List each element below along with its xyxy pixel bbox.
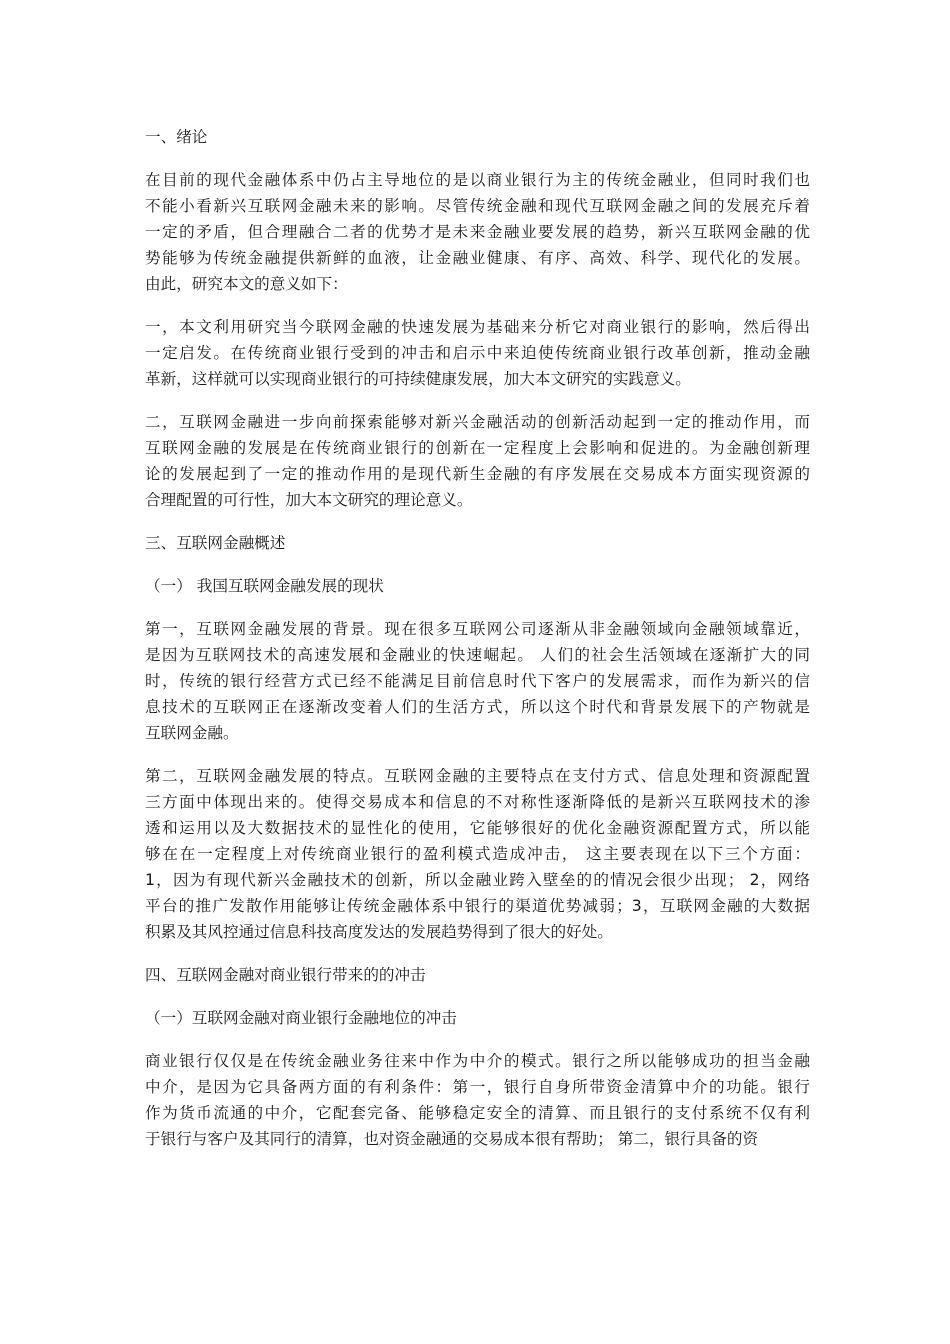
- text-line: 互联网金融。: [145, 724, 239, 742]
- section-heading: [145, 1005, 810, 1031]
- text-line: 第一，互联网金融发展的背景。现在很多互联网公司逐渐从非金融领域向金融领域靠近，: [145, 620, 810, 638]
- text-line: 三方面中体现出来的。使得交易成本和信息的不对称性逐渐降低的是新兴互联网技术的渗: [145, 793, 810, 811]
- section-heading: [145, 124, 810, 150]
- section-heading: [145, 573, 810, 599]
- text-line: 革新，这样就可以实现商业银行的可持续健康发展，加大本文研究的实践意义。: [145, 370, 691, 388]
- text-line: 不能小看新兴互联网金融未来的影响。尽管传统金融和现代互联网金融之间的发展充斥着: [145, 197, 810, 215]
- document-body: [145, 124, 810, 1169]
- text-line: 互联网金融的发展是在传统商业银行的创新在一定程度上会影响和促进的。为金融创新理: [145, 439, 810, 457]
- text-line: （一）互联网金融对商业银行金融地位的冲击: [145, 1009, 457, 1027]
- text-line: 一，本文利用研究当今联网金融的快速发展为基础来分析它对商业银行的影响，然后得出: [145, 318, 810, 336]
- body-paragraph: [145, 314, 810, 392]
- text-line: 商业银行仅仅是在传统金融业务往来中作为中介的模式。银行之所以能够成功的担当金融: [145, 1052, 810, 1070]
- text-line: 一定启发。在传统商业银行受到的冲击和启示中来迫使传统商业银行改革创新，推动金融: [145, 344, 810, 362]
- body-paragraph: [145, 1048, 810, 1152]
- text-line: （一） 我国互联网金融发展的现状: [145, 577, 384, 595]
- body-paragraph: [145, 167, 810, 297]
- text-line: 第二，互联网金融发展的特点。互联网金融的主要特点在支付方式、信息处理和资源配置: [145, 767, 810, 785]
- text-line: 论的发展起到了一定的推动作用的是现代新生金融的有序发展在交易成本方面实现资源的: [145, 465, 810, 483]
- text-line: 四、互联网金融对商业银行带来的的冲击: [145, 966, 426, 984]
- section-heading: [145, 962, 810, 988]
- text-line: 二，互联网金融进一步向前探索能够对新兴金融活动的创新活动起到一定的推动作用，而: [145, 413, 810, 431]
- text-line: 1，因为有现代新兴金融技术的创新，所以金融业跨入壁垒的的情况会很少出现； 2，网络: [145, 871, 810, 889]
- body-paragraph: [145, 616, 810, 746]
- text-line: 在目前的现代金融体系中仍占主导地位的是以商业银行为主的传统金融业，但同时我们也: [145, 171, 810, 189]
- text-line: 势能够为传统金融提供新鲜的血液，让金融业健康、有序、高效、科学、现代化的发展。: [145, 249, 810, 267]
- text-line: 一定的矛盾，但合理融合二者的优势才是未来金融业要发展的趋势，新兴互联网金融的优: [145, 223, 810, 241]
- text-line: 于银行与客户及其同行的清算，也对资金融通的交易成本很有帮助； 第二，银行具备的资: [145, 1130, 759, 1148]
- text-line: 中介，是因为它具备两方面的有利条件：第一，银行自身所带资金清算中介的功能。银行: [145, 1078, 810, 1096]
- text-line: 积累及其风控通过信息科技高度发达的发展趋势得到了很大的好处。: [145, 923, 613, 941]
- text-line: 作为货币流通的中介，它配套完备、能够稳定安全的清算、而且银行的支付系统不仅有利: [145, 1104, 810, 1122]
- body-paragraph: [145, 763, 810, 945]
- section-heading: [145, 530, 810, 556]
- text-line: 合理配置的可行性，加大本文研究的理论意义。: [145, 491, 473, 509]
- text-line: 由此，研究本文的意义如下：: [145, 275, 348, 293]
- text-line: 一、绪论: [145, 128, 208, 146]
- text-line: 够在在一定程度上对传统商业银行的盈利模式造成冲击， 这主要表现在以下三个方面：: [145, 845, 810, 863]
- text-line: 是因为互联网技术的高速发展和金融业的快速崛起。 人们的社会生活领域在逐渐扩大的同: [145, 646, 810, 664]
- text-line: 平台的推广发散作用能够让传统金融体系中银行的渠道优势减弱；3，互联网金融的大数据: [145, 897, 810, 915]
- body-paragraph: [145, 409, 810, 513]
- text-line: 时，传统的银行经营方式已经不能满足目前信息时代下客户的发展需求，而作为新兴的信: [145, 672, 810, 690]
- text-line: 透和运用以及大数据技术的显性化的使用，它能够很好的优化金融资源配置方式，所以能: [145, 819, 810, 837]
- text-line: 息技术的互联网正在逐渐改变着人们的生活方式，所以这个时代和背景发展下的产物就是: [145, 698, 810, 716]
- text-line: 三、互联网金融概述: [145, 534, 286, 552]
